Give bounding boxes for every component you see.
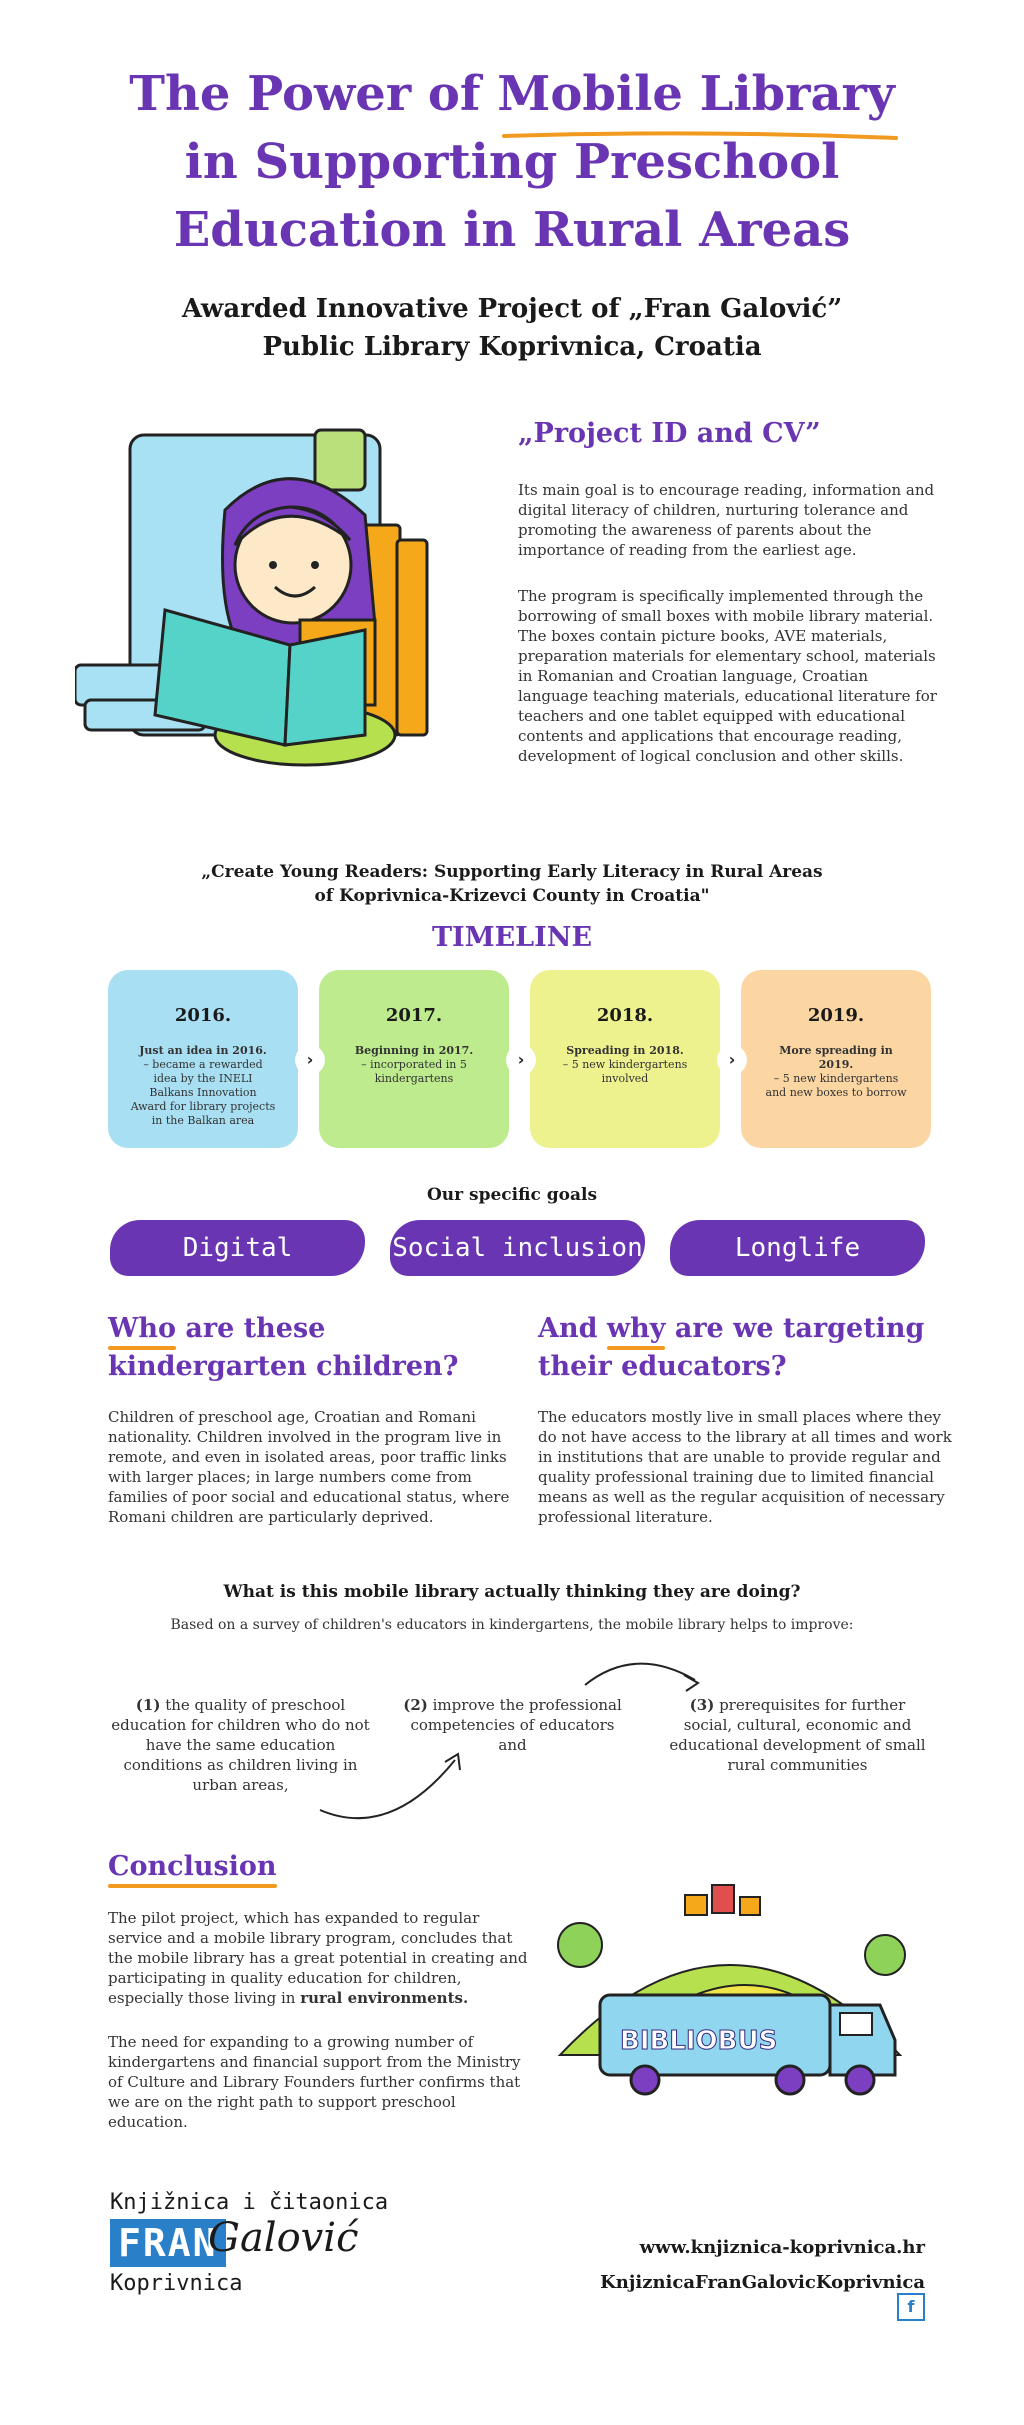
project-heading: „Project ID and CV” bbox=[518, 418, 821, 449]
step-text: the quality of preschool education for children who do not have the same education conditions as children living in urban areas, bbox=[111, 1696, 370, 1794]
title-line-1-text: The Power of Mobile Library bbox=[129, 66, 895, 122]
step-number: (2) bbox=[403, 1696, 428, 1714]
timeline-description bbox=[130, 1044, 276, 1128]
who-heading-line-2: kindergarten children? bbox=[108, 1351, 459, 1382]
timeline-year: 2016. bbox=[174, 1005, 232, 1026]
project-name-line-1: „Create Young Readers: Supporting Early Literacy in Rural Areas bbox=[201, 862, 823, 882]
timeline-description-bold: Spreading in 2018. bbox=[566, 1044, 684, 1057]
timeline-description-text: – incorporated in 5 kindergartens bbox=[361, 1058, 467, 1085]
subtitle-line-1: Awarded Innovative Project of „Fran Galović” bbox=[181, 294, 843, 324]
curved-arrow-icon bbox=[310, 1740, 480, 1830]
thinking-heading: What is this mobile library actually thinking they are doing? bbox=[223, 1582, 801, 1602]
chevron-right-icon: › bbox=[717, 1045, 747, 1075]
improvement-step-3 bbox=[665, 1695, 930, 1775]
project-name-line-2: of Koprivnica-Krizevci County in Croatia" bbox=[314, 886, 710, 906]
chevron-right-icon: › bbox=[506, 1045, 536, 1075]
timeline-year: 2017. bbox=[385, 1005, 443, 1026]
timeline-card-2019 bbox=[741, 970, 931, 1148]
timeline-description bbox=[763, 1044, 909, 1100]
why-paragraph: The educators mostly live in small places where they do not have access to the library at all times and work in institutions that are unable to provide regular and quality professional training due to limited financial means as well as the regular acquisition of necessary professional literature. bbox=[538, 1408, 952, 1526]
who-heading bbox=[108, 1310, 528, 1386]
goal-badge-social-inclusion: Social inclusion bbox=[390, 1220, 645, 1276]
who-heading-underlined: Who bbox=[108, 1310, 176, 1348]
who-heading-rest: are these bbox=[175, 1313, 326, 1344]
logo-line-1: Knjižnica i čitaonica bbox=[110, 2190, 389, 2215]
goal-badge-digital-inclusion: Digital inclusion bbox=[110, 1220, 365, 1276]
step-number: (1) bbox=[135, 1696, 161, 1714]
subtitle-line-2: Public Library Koprivnica, Croatia bbox=[262, 332, 762, 362]
conclusion-paragraph-2: The need for expanding to a growing number of kindergartens and financial support from the Ministry of Culture and Library Founders further confirms that we are on the right path to support preschool education. bbox=[108, 2033, 521, 2131]
timeline-heading: TIMELINE bbox=[431, 922, 593, 953]
title-line-2: in Supporting Preschool bbox=[184, 134, 840, 190]
title-line-1 bbox=[0, 60, 1024, 128]
logo-fran: FRAN bbox=[110, 2219, 226, 2267]
step-text: prerequisites for further social, cultural, economic and educational development of small rural communities bbox=[669, 1696, 926, 1774]
timeline-description bbox=[341, 1044, 487, 1086]
conclusion-heading bbox=[108, 1848, 277, 1886]
project-paragraph-2: The program is specifically implemented through the borrowing of small boxes with mobile library material. The boxes contain picture books, AVE materials, preparation materials for elementary school, materials in Romanian and Croatian language, Croatian language teaching materials, educational literature for teachers and one tablet equipped with educational contents and applications that encourage reading, development of logical conclusion and other skills. bbox=[518, 587, 937, 765]
logo-signature: Galović bbox=[208, 2215, 359, 2261]
timeline-description-bold: Beginning in 2017. bbox=[354, 1044, 474, 1057]
bus-label-text: BIBLIOBUS bbox=[620, 2026, 778, 2056]
bibliobus-illustration bbox=[540, 1855, 920, 2125]
timeline-description-text: – became a rewarded idea by the INELI Balkans Innovation Award for library projects in the Balkan area bbox=[130, 1058, 276, 1127]
step-number: (3) bbox=[689, 1696, 715, 1714]
why-heading bbox=[538, 1310, 958, 1386]
website-link[interactable]: www.knjiznica-koprivnica.hr bbox=[639, 2237, 925, 2258]
step-text: improve the professional competencies of educators and bbox=[410, 1696, 622, 1754]
facebook-icon: f bbox=[897, 2293, 925, 2321]
conclusion-paragraph-1 bbox=[108, 1908, 528, 2008]
why-heading-rest: are we targeting bbox=[665, 1313, 925, 1344]
curved-arrow-icon bbox=[580, 1645, 710, 1705]
timeline-year: 2018. bbox=[596, 1005, 654, 1026]
conclusion-p1-text: The pilot project, which has expanded to regular service and a mobile library program, concludes that the mobile library has a great potential in creating and participating in quality education for children, especially those living in bbox=[108, 1909, 528, 2007]
logo-line-3: Koprivnica bbox=[110, 2271, 243, 2296]
page-subtitle bbox=[0, 290, 1024, 366]
goals-heading: Our specific goals bbox=[426, 1185, 598, 1205]
facebook-page-name: KnjiznicaFranGalovicKoprivnica bbox=[600, 2272, 925, 2293]
library-logo[interactable] bbox=[110, 2190, 388, 2296]
conclusion-p1-bold: rural environments. bbox=[300, 1989, 469, 2007]
why-heading-underlined: why bbox=[607, 1310, 666, 1348]
why-heading-pre: And bbox=[538, 1313, 607, 1344]
timeline-description bbox=[552, 1044, 698, 1086]
thinking-intro: Based on a survey of children's educators in kindergartens, the mobile library helps to improve: bbox=[170, 1617, 854, 1633]
title-underline-swoosh bbox=[500, 128, 900, 144]
girl-reading-illustration bbox=[75, 415, 485, 815]
timeline-description-text: – 5 new kindergartens involved bbox=[562, 1058, 688, 1085]
timeline-card-2018 bbox=[530, 970, 720, 1148]
chevron-right-icon: › bbox=[295, 1045, 325, 1075]
title-line-3: Education in Rural Areas bbox=[173, 202, 851, 258]
conclusion-heading-text: Conclusion bbox=[108, 1848, 277, 1886]
facebook-link[interactable] bbox=[560, 2272, 925, 2321]
page-title bbox=[0, 60, 1024, 264]
goal-badge-longlife-learning: Longlife learning bbox=[670, 1220, 925, 1276]
timeline-card-2017 bbox=[319, 970, 509, 1148]
timeline-description-text: – 5 new kindergartens and new boxes to borrow bbox=[765, 1072, 907, 1099]
project-paragraph-1: Its main goal is to encourage reading, information and digital literacy of children, nurturing tolerance and promoting the awareness of parents about the importance of reading from the earliest age. bbox=[518, 481, 935, 559]
timeline-description-bold: More spreading in 2019. bbox=[779, 1044, 893, 1071]
timeline-card-2016 bbox=[108, 970, 298, 1148]
project-full-name bbox=[0, 860, 1024, 908]
timeline-description-bold: Just an idea in 2016. bbox=[139, 1044, 267, 1057]
who-paragraph: Children of preschool age, Croatian and Romani nationality. Children involved in the program live in remote, and even in isolated areas, poor traffic links with larger places; in large numbers come from families of poor social and educational status, where Romani children are particularly deprived. bbox=[108, 1408, 510, 1526]
timeline-year: 2019. bbox=[807, 1005, 865, 1026]
why-heading-line-2: their educators? bbox=[538, 1351, 787, 1382]
